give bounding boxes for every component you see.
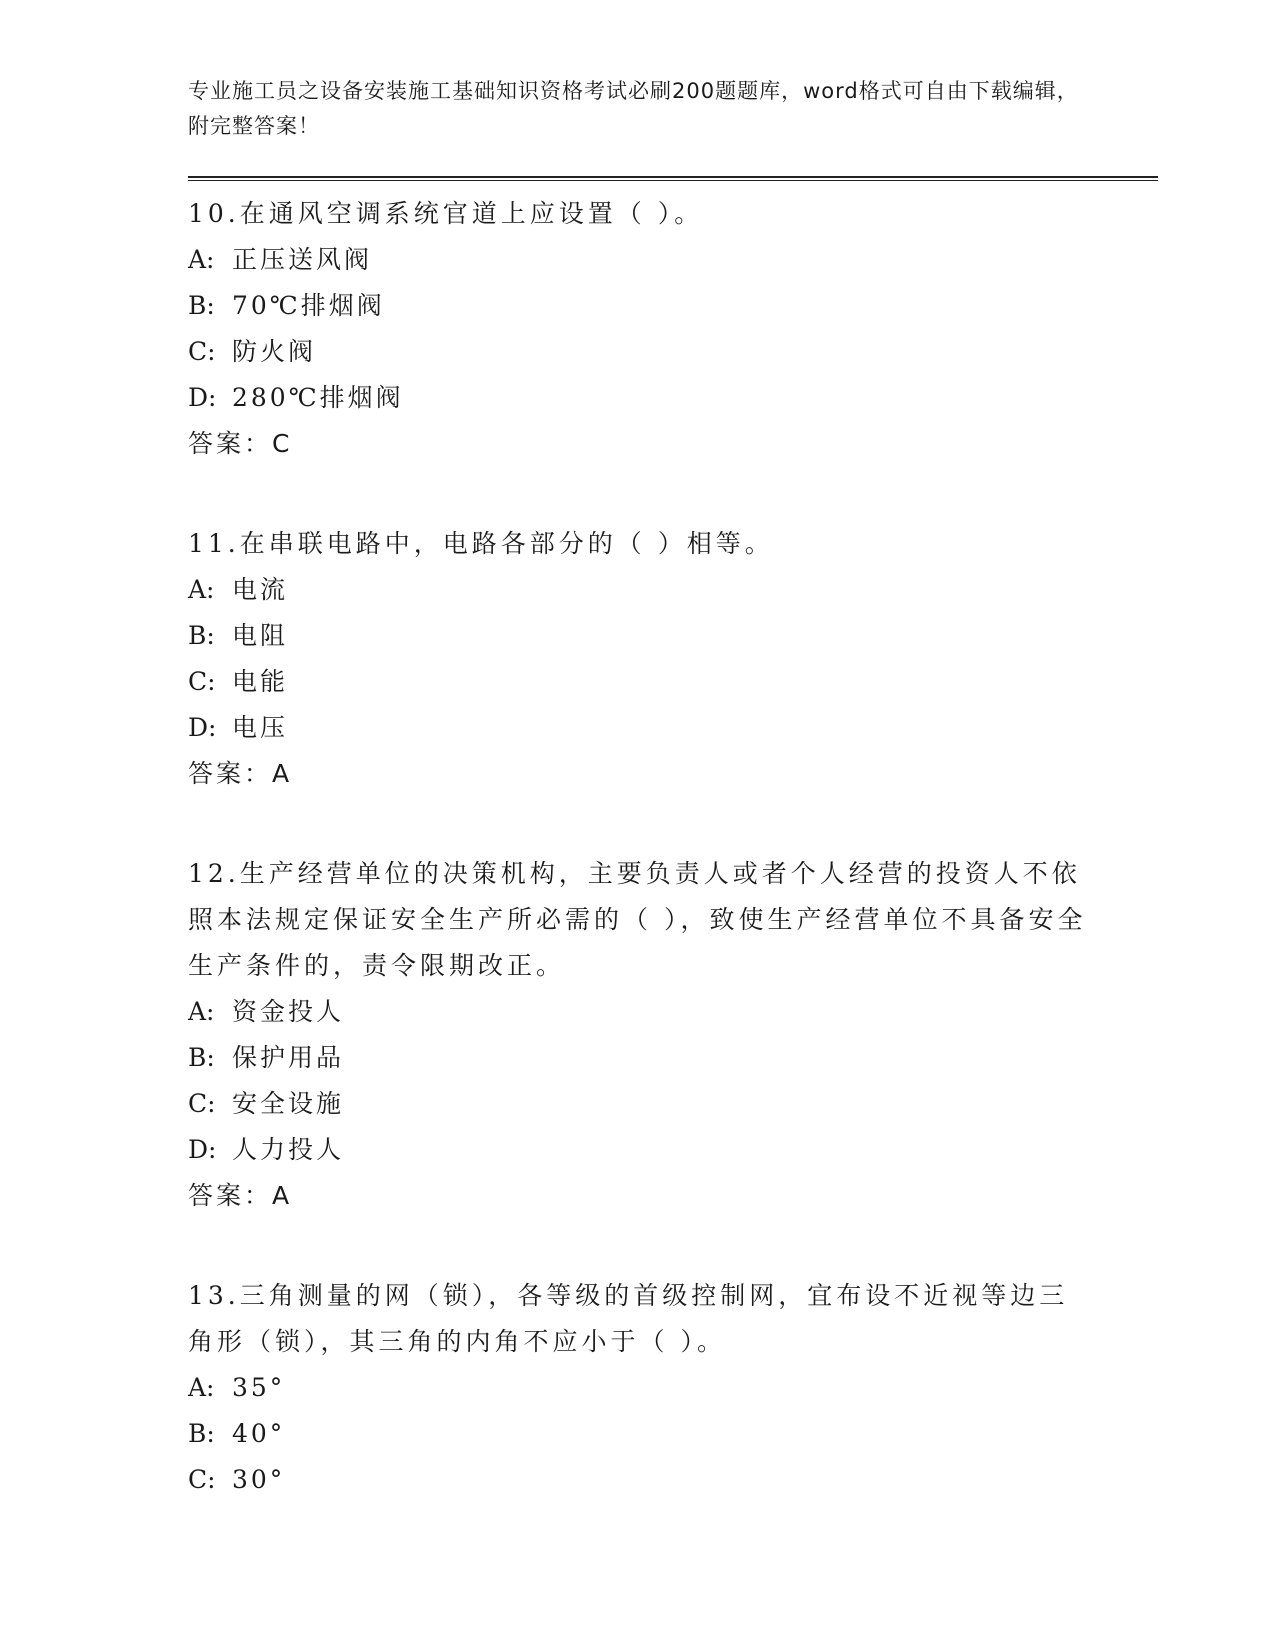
option-key: C: [188,1465,216,1494]
option-text: 人力投人 [232,1135,345,1164]
option-key: A: [188,997,215,1026]
header-divider [188,176,1158,181]
document-header: 专业施工员之设备安装施工基础知识资格考试必刷200题题库，word格式可自由下载编辑，附完整答案！ [188,79,1079,138]
option-key: C: [188,337,216,366]
option-text: 防火阀 [232,337,317,366]
option-b [188,613,1158,659]
option-text: 70℃排烟阀 [232,291,385,320]
question-text: 13.三角测量的网（锁），各等级的首级控制网，宜布设不近视等边三角形（锁），其三角的内角不应小于（ ）。 [188,1281,1069,1356]
option-text: 保护用品 [232,1043,345,1072]
option-d [188,1127,1158,1173]
question-text: 12.生产经营单位的决策机构，主要负责人或者个人经营的投资人不依照本法规定保证安全生产所必需的（ ），致使生产经营单位不具备安全生产条件的，责令限期改正。 [188,859,1087,980]
answer-line [188,1173,1158,1219]
option-key: A: [188,245,215,274]
option-key: C: [188,1089,216,1118]
option-text: 电压 [232,713,289,742]
answer-value: C [272,429,293,458]
question-text: 10.在通风空调系统官道上应设置（ ）。 [188,199,704,228]
option-key: D: [188,1135,217,1164]
answer-value: A [272,759,293,788]
option-text: 正压送风阀 [232,245,373,274]
option-text: 30° [232,1465,286,1494]
question-11 [188,521,1158,797]
option-text: 资金投人 [232,997,345,1026]
option-key: D: [188,383,217,412]
option-text: 安全设施 [232,1089,345,1118]
option-key: B: [188,291,215,320]
document-page [188,74,1158,1503]
option-text: 电能 [232,667,289,696]
option-key: B: [188,1043,215,1072]
answer-line [188,421,1158,467]
option-c [188,659,1158,705]
option-b [188,1035,1158,1081]
option-key: D: [188,713,217,742]
answer-label: 答案： [188,429,273,458]
option-text: 电流 [232,575,289,604]
option-text: 40° [232,1419,286,1448]
answer-label: 答案： [188,1181,273,1210]
option-key: B: [188,1419,215,1448]
option-c [188,1081,1158,1127]
option-a [188,1365,1158,1411]
question-text: 11.在串联电路中，电路各部分的（ ）相等。 [188,529,774,558]
question-13 [188,1273,1158,1503]
option-c [188,329,1158,375]
option-a [188,989,1158,1035]
option-d [188,375,1158,421]
option-text: 280℃排烟阀 [232,383,404,412]
option-c [188,1457,1158,1503]
answer-label: 答案： [188,759,273,788]
option-key: C: [188,667,216,696]
option-text: 35° [232,1373,286,1402]
question-12 [188,851,1158,1219]
option-d [188,705,1158,751]
answer-line [188,751,1158,797]
answer-value: A [272,1181,293,1210]
option-key: A: [188,1373,215,1402]
option-key: B: [188,621,215,650]
option-a [188,567,1158,613]
option-a [188,237,1158,283]
option-text: 电阻 [232,621,289,650]
option-b [188,283,1158,329]
option-key: A: [188,575,215,604]
question-10 [188,191,1158,467]
option-b [188,1411,1158,1457]
